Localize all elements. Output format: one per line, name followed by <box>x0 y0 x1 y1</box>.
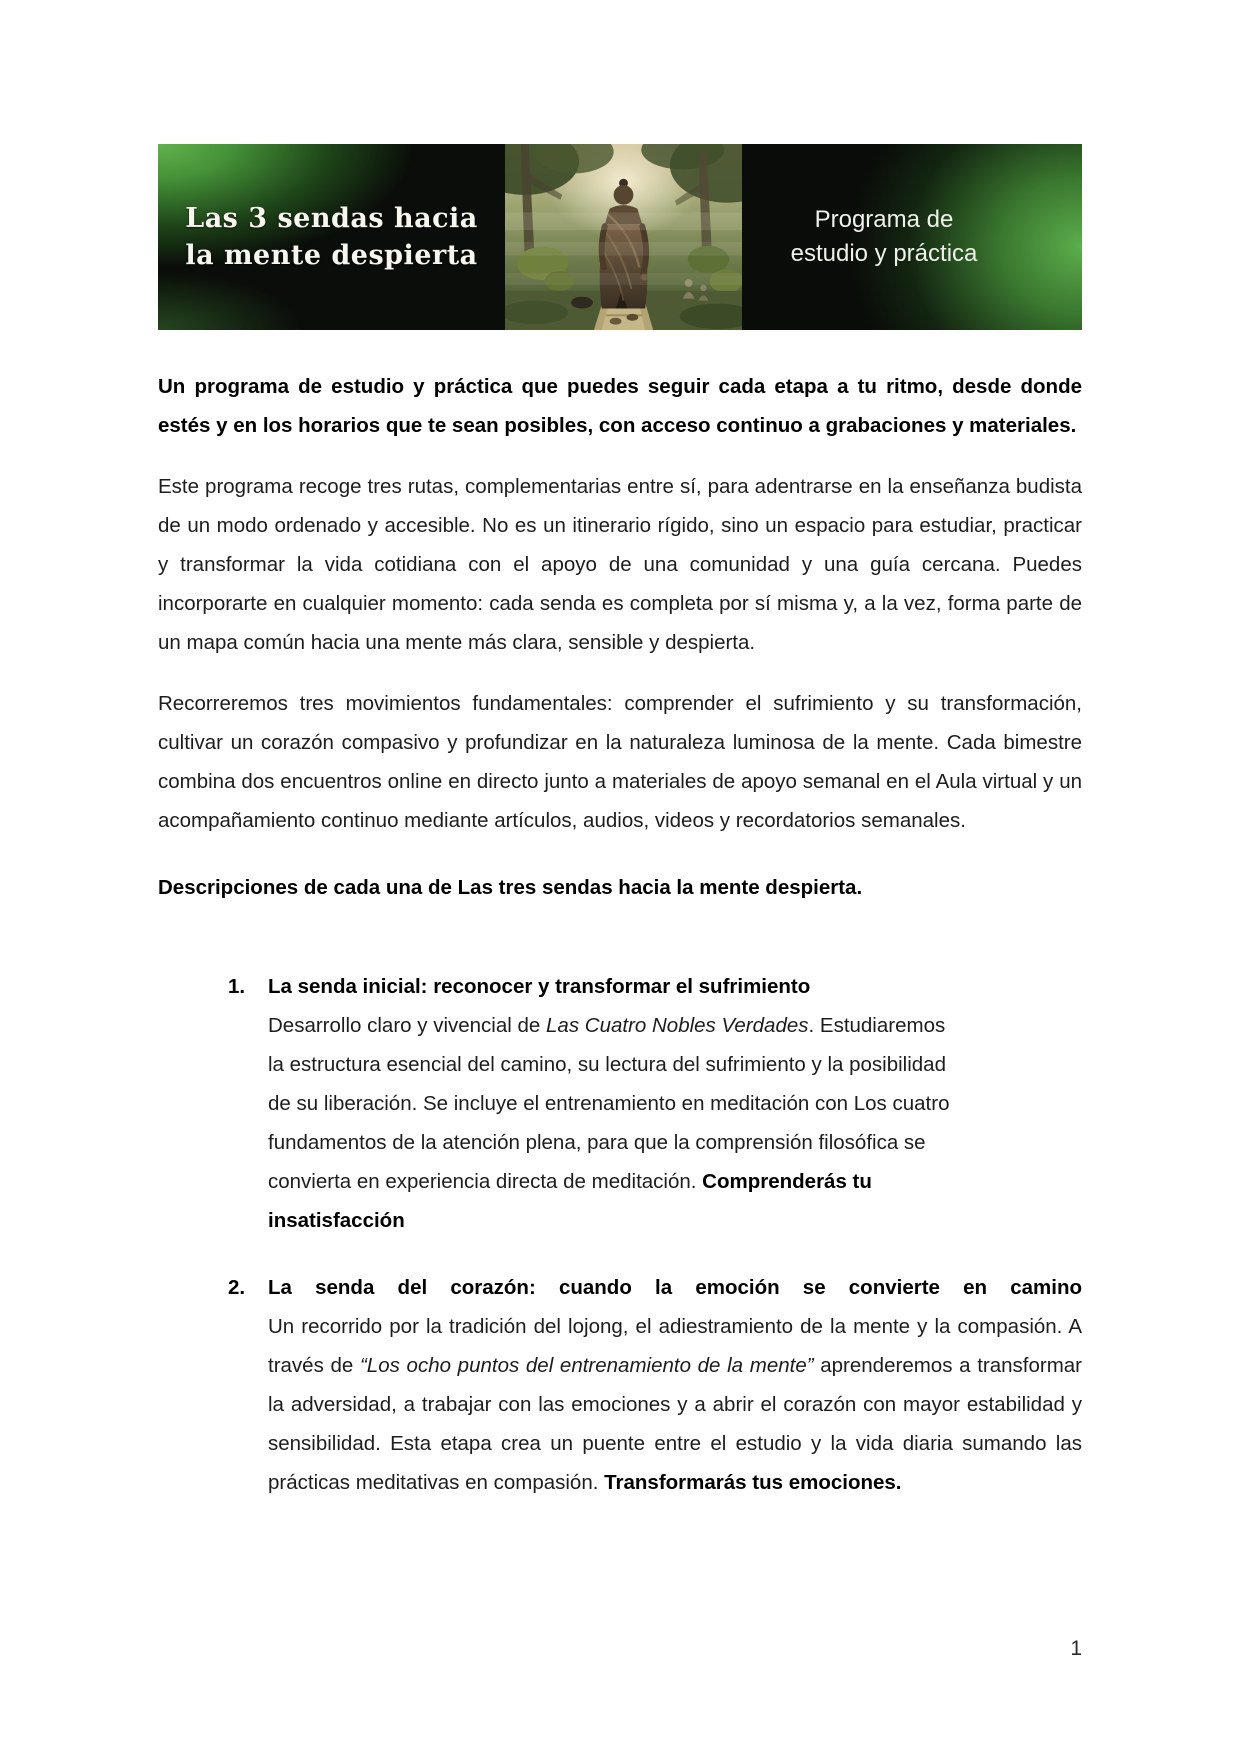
buddha-image <box>505 144 742 330</box>
list-item-content <box>268 967 1082 1240</box>
program-structure-paragraph: Recorreremos tres movimientos fundamentales: comprender el sufrimiento y su transformación, cultivar un corazón compasivo y profundizar en la naturaleza luminosa de la mente. Cada bimestre combina dos encuentros online en directo junto a materiales de apoyo semanal en el Aula virtual y un acompañamiento continuo mediante artículos, audios, videos y recordatorios semanales. <box>158 692 1082 832</box>
document-page <box>158 0 1082 1502</box>
page-number: 1 <box>1070 1637 1082 1660</box>
body-text: aprenderemos a transformar la adversidad, a trabajar con las emociones y a abrir el corazón con mayor estabilidad y sensibilidad. Esta etapa crea un puente entre el estudio y la vida diaria sumando las prácticas meditativas en compasión. <box>268 1354 1082 1494</box>
banner-subtitle-panel <box>742 144 1082 330</box>
list-item-senda-corazon <box>158 1268 1082 1502</box>
bold-highlight: Comprenderás tu insatisfacción <box>268 1170 872 1232</box>
list-item-number: 1. <box>228 975 246 998</box>
senda-list <box>158 967 1082 1502</box>
program-subtitle-line2: estudio y práctica <box>790 240 978 267</box>
list-item-senda-inicial <box>158 967 1082 1240</box>
lead-paragraph: Un programa de estudio y práctica que puedes seguir cada etapa a tu ritmo, desde donde estés y en los horarios que te sean posibles, con acceso continuo a grabaciones y materiales. <box>158 375 1082 437</box>
list-item-title: La senda del corazón: cuando la emoción se convierte en camino <box>268 1276 1082 1299</box>
bold-highlight: Transformarás tus emociones. <box>604 1471 902 1494</box>
program-subtitle <box>791 203 978 271</box>
list-item-number: 2. <box>228 1276 246 1299</box>
list-item-content <box>268 1268 1082 1502</box>
program-subtitle-line1: Programa de <box>814 206 954 233</box>
italic-book-title: Las Cuatro Nobles Verdades <box>546 1014 809 1037</box>
program-banner <box>158 144 1082 330</box>
buddha-walking-illustration <box>505 144 742 330</box>
program-title-line2: la mente despierta <box>185 240 478 271</box>
list-item-body <box>268 1307 1082 1502</box>
body-text: Un recorrido por la tradición del lojong, el adiestramiento de la mente y la compasión. A través de <box>268 1315 1082 1377</box>
banner-title-panel <box>158 144 505 330</box>
body-text: Desarrollo claro y vivencial de <box>268 1014 547 1037</box>
italic-book-title: “Los ocho puntos del entrenamiento de la mente” <box>359 1354 814 1377</box>
list-item-title: La senda inicial: reconocer y transformar el sufrimiento <box>268 975 811 998</box>
program-overview-paragraph: Este programa recoge tres rutas, complementarias entre sí, para adentrarse en la enseñanza budista de un modo ordenado y accesible. No es un itinerario rígido, sino un espacio para estudiar, practicar y transformar la vida cotidiana con el apoyo de una comunidad y una guía cercana. Puedes incorporarte en cualquier momento: cada senda es completa por sí misma y, a la vez, forma parte de un mapa común hacia una mente más clara, sensible y despierta. <box>158 475 1082 654</box>
section-heading: Descripciones de cada una de Las tres sendas hacia la mente despierta. <box>158 876 863 899</box>
body-text: . Estudiaremos la estructura esencial del camino, su lectura del sufrimiento y la posibilidad de su liberación. Se incluye el entrenamiento en meditación con Los cuatro fundamentos de la atención plena, para que la comprensión filosófica se convierta en experiencia directa de meditación. <box>268 1014 950 1193</box>
list-item-body <box>268 1006 958 1240</box>
program-title <box>185 200 478 274</box>
program-title-line1: Las 3 sendas hacia <box>185 203 478 234</box>
